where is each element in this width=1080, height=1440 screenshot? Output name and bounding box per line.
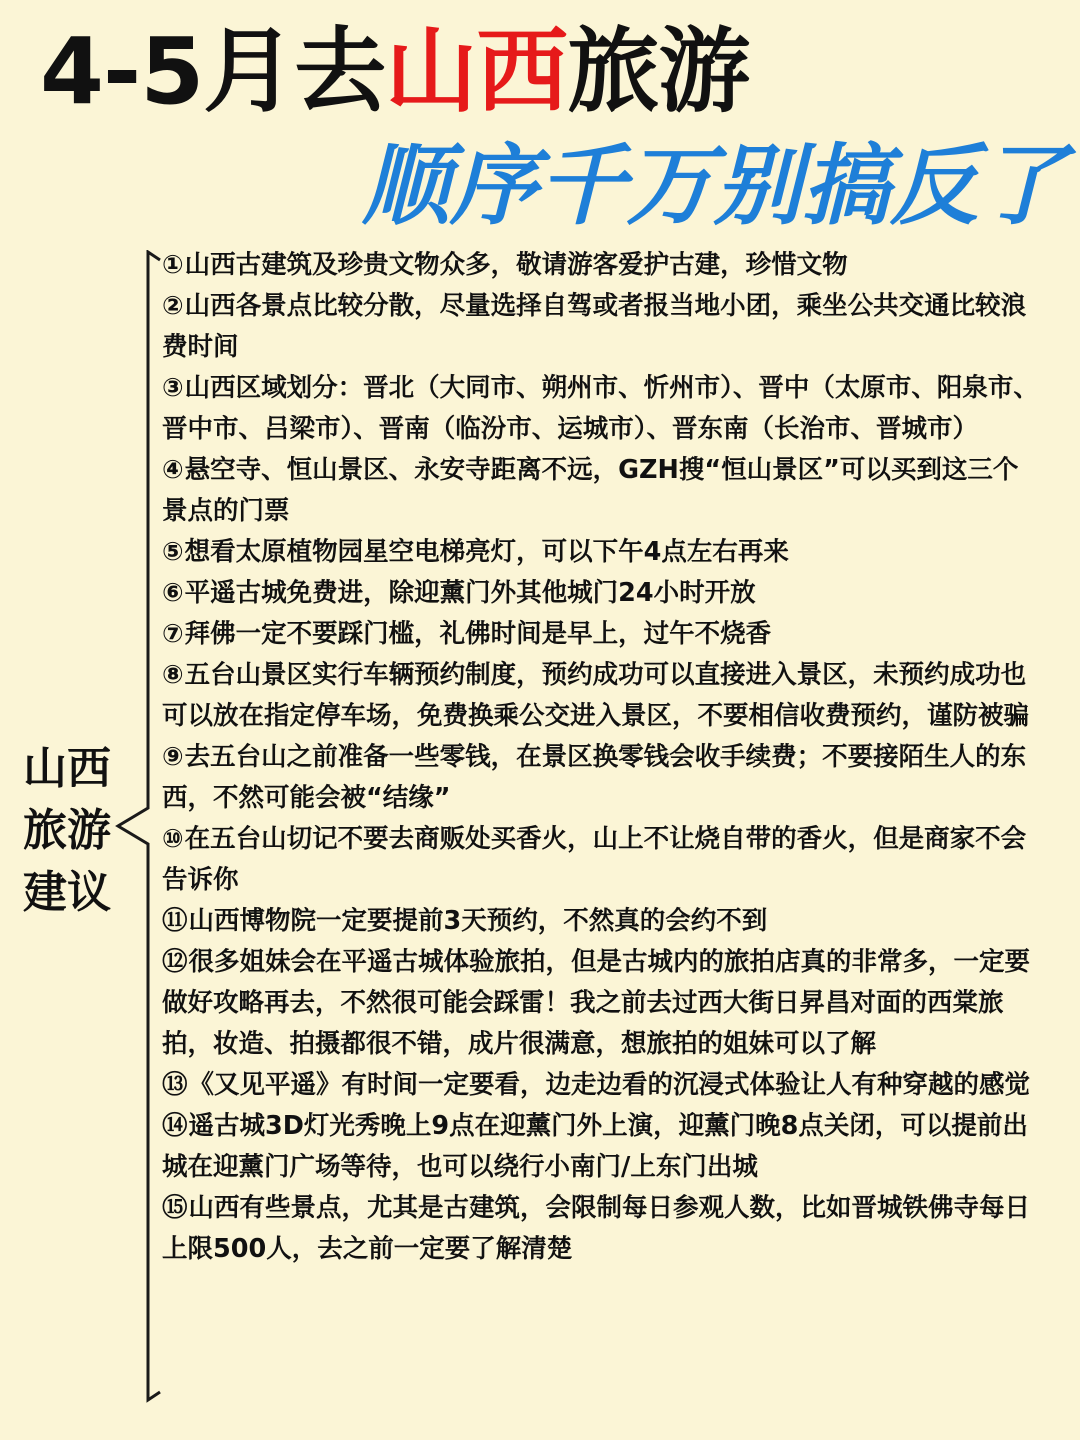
- tip-text: 去五台山之前准备一些零钱，在景区换零钱会收手续费；不要接陌生人的东西，不然可能会被“结缘”: [162, 742, 1027, 813]
- side-label: [22, 738, 112, 924]
- tip-text: 五台山景区实行车辆预约制度，预约成功可以直接进入景区，未预约成功也可以放在指定停车场，免费换乘公交进入景区，不要相信收费预约，谨防被骗: [162, 660, 1030, 731]
- tip-text: 山西有些景点，尤其是古建筑，会限制每日参观人数，比如晋城铁佛寺每日上限500人，去之前一定要了解清楚: [162, 1193, 1031, 1264]
- tip-number: ⑧: [162, 660, 184, 690]
- tip-text: 很多姐妹会在平遥古城体验旅拍，但是古城内的旅拍店真的非常多，一定要做好攻略再去，不然很可能会踩雷！我之前去过西大街日昇昌对面的西棠旅拍，妆造、拍摄都很不错，成片很满意，想旅拍的姐妹可以了解: [162, 947, 1031, 1059]
- side-label-line-2: 旅游: [23, 805, 111, 856]
- tip-item: [162, 614, 1042, 655]
- tip-item: [162, 737, 1042, 819]
- tip-text: 拜佛一定不要踩门槛，礼佛时间是早上，过午不烧香: [184, 619, 772, 649]
- tip-text: 平遥古城免费进，除迎薰门外其他城门24小时开放: [184, 578, 756, 608]
- title-highlight: 山西: [385, 18, 568, 125]
- page-title: [40, 18, 750, 125]
- tip-number: ①: [162, 250, 184, 280]
- title-part2: 旅游: [567, 18, 750, 125]
- tip-number: ⑬: [162, 1070, 188, 1100]
- tip-item: [162, 1065, 1042, 1106]
- tip-text: 山西各景点比较分散，尽量选择自驾或者报当地小团，乘坐公共交通比较浪费时间: [162, 291, 1027, 362]
- tip-item: [162, 1106, 1042, 1188]
- tip-number: ⑨: [162, 742, 184, 772]
- tips-list: [162, 245, 1042, 1270]
- tip-number: ⑭: [162, 1111, 188, 1141]
- tip-text: 想看太原植物园星空电梯亮灯，可以下午4点左右再来: [184, 537, 789, 567]
- tip-text: 《又见平遥》有时间一定要看，边走边看的沉浸式体验让人有种穿越的感觉: [188, 1070, 1031, 1100]
- tip-number: ④: [162, 455, 184, 485]
- tip-number: ②: [162, 291, 184, 321]
- page-subtitle: 顺序千万别搞反了: [362, 134, 1067, 237]
- tip-number: ⑩: [162, 824, 184, 854]
- side-label-line-3: 建议: [23, 867, 111, 918]
- tip-number: ⑮: [162, 1193, 188, 1223]
- tip-item: [162, 245, 1042, 286]
- tip-number: ⑥: [162, 578, 184, 608]
- tip-item: [162, 532, 1042, 573]
- tip-number: ③: [162, 373, 184, 403]
- tip-text: 悬空寺、恒山景区、永安寺距离不远，GZH搜“恒山景区”可以买到这三个景点的门票: [162, 455, 1019, 526]
- tip-item: [162, 573, 1042, 614]
- tip-text: 在五台山切记不要去商贩处买香火，山上不让烧自带的香火，但是商家不会告诉你: [162, 824, 1027, 895]
- tip-item: [162, 655, 1042, 737]
- tip-number: ⑤: [162, 537, 184, 567]
- title-part1: 4-5月去: [40, 18, 386, 125]
- tip-text: 山西博物院一定要提前3天预约，不然真的会约不到: [188, 906, 768, 936]
- tip-text: 山西古建筑及珍贵文物众多，敬请游客爱护古建，珍惜文物: [184, 250, 848, 280]
- tip-number: ⑫: [162, 947, 188, 977]
- tip-text: 山西区域划分：晋北（大同市、朔州市、忻州市）、晋中（太原市、阳泉市、晋中市、吕梁市）、晋南（临汾市、运城市）、晋东南（长治市、晋城市）: [162, 373, 1039, 444]
- tip-item: [162, 1188, 1042, 1270]
- side-label-line-1: 山西: [23, 743, 111, 794]
- tip-item: [162, 368, 1042, 450]
- tip-item: [162, 286, 1042, 368]
- tip-item: [162, 901, 1042, 942]
- tip-item: [162, 450, 1042, 532]
- tip-text: 遥古城3D灯光秀晚上9点在迎薰门外上演，迎薰门晚8点关闭，可以提前出城在迎薰门广场等待，也可以绕行小南门/上东门出城: [162, 1111, 1028, 1182]
- tip-number: ⑪: [162, 906, 188, 936]
- tip-item: [162, 942, 1042, 1065]
- tip-item: [162, 819, 1042, 901]
- tip-number: ⑦: [162, 619, 184, 649]
